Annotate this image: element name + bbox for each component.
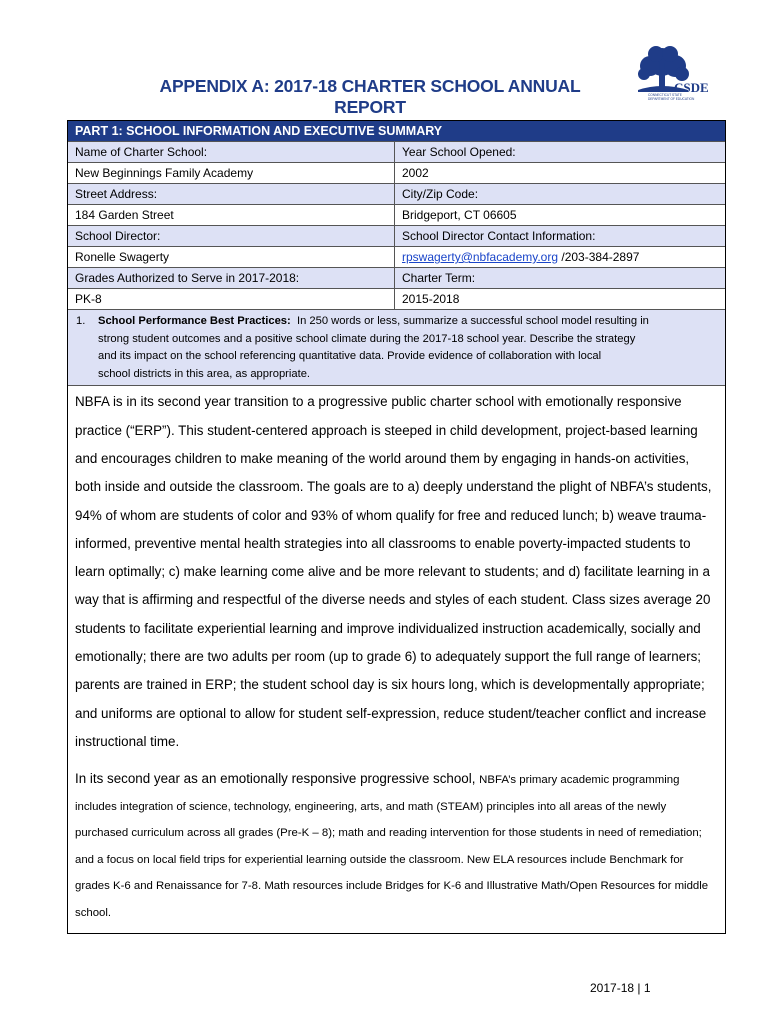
form-value-row bbox=[68, 288, 725, 309]
label-director-contact: School Director Contact Information: bbox=[402, 229, 596, 243]
document-title: APPENDIX A: 2017-18 CHARTER SCHOOL ANNUAL REPORT bbox=[159, 76, 581, 117]
page-footer: 2017-18 | 1 bbox=[590, 981, 651, 995]
value-street-address[interactable]: 184 Garden Street bbox=[68, 205, 395, 225]
form-label-row bbox=[68, 225, 725, 246]
value-school-director[interactable]: Ronelle Swagerty bbox=[68, 247, 395, 267]
label-year-opened: Year School Opened: bbox=[402, 145, 516, 159]
form-value-row bbox=[68, 162, 725, 183]
prompt-line3: and its impact on the school referencing quantitative data. Provide evidence of collaboration with local bbox=[98, 350, 602, 363]
answer-paragraph-1: NBFA is in its second year transition to a progressive public charter school with emotionally responsive practice (“ERP”). This student-centered approach is steeped in child development, project-based learning and encourages children to make meaning of the world around them by engaging in hands-on activities, both inside and outside the classroom. The goals are to a) deeply understand the plight of NBFA’s students, 94% of whom are students of color and 93% of whom qualify for free and reduced lunch; b) weave trauma-informed, preventive mental health strategies into all classrooms to enable poverty-impacted students to learn optimally; c) make learning come alive and be more relevant to students; and d) facilitate learning in a way that is affirming and respectful of the diverse needs and styles of each student. Class sizes average 20 students to facilitate experiential learning and improve individualized instruction academically, socially and emotionally; there are two adults per room (up to grade 6) to adequately support the full range of learners; parents are trained in ERP; the student school day is six hours long, which is developmentally appropriate; and uniforms are optional to allow for student self-expression, reduce student/teacher conflict and increase instructional time. bbox=[75, 394, 712, 749]
answer-paragraph-2-rest: NBFA’s primary academic programming includes integration of science, technology, engineering, arts, and math (STEAM) principles into all areas of the newly purchased curriculum across all grades (Pre-K – 8); math and reading intervention for those students in need of remediation; and a focus on local field trips for experiential learning outside the classroom. New ELA resources include Benchmark for grades K-6 and Renaissance for 7-8. Math resources include Bridges for K-6 and Illustrative Math/Open Resources for middle school. bbox=[75, 774, 709, 919]
form-value-row bbox=[68, 246, 725, 267]
value-director-contact[interactable] bbox=[395, 247, 725, 267]
label-charter-term: Charter Term: bbox=[402, 271, 476, 285]
part1-form bbox=[67, 120, 726, 934]
logo-subtitle-line2: DEPARTMENT OF EDUCATION bbox=[648, 96, 695, 101]
logo-subtitle-line1: CONNECTICUT STATE bbox=[648, 93, 682, 97]
value-charter-term[interactable]: 2015-2018 bbox=[402, 292, 460, 306]
answer-paragraph-2-lead: In its second year as an emotionally responsive progressive school, bbox=[75, 771, 480, 787]
director-phone: /203-384-2897 bbox=[558, 250, 640, 264]
part1-header: PART 1: SCHOOL INFORMATION AND EXECUTIVE SUMMARY bbox=[68, 121, 725, 141]
prompt-line4: school districts in this area, as appropriate. bbox=[98, 367, 311, 380]
best-practices-answer[interactable] bbox=[68, 385, 725, 933]
prompt-line1: In 250 words or less, summarize a successful school model resulting in bbox=[296, 315, 649, 327]
answer-paragraph-2 bbox=[75, 766, 717, 926]
value-grades-authorized[interactable]: PK-8 bbox=[68, 289, 395, 309]
form-label-row bbox=[68, 183, 725, 204]
value-school-name[interactable]: New Beginnings Family Academy bbox=[68, 163, 395, 183]
form-label-row bbox=[68, 267, 725, 288]
value-city-zip[interactable]: Bridgeport, CT 06605 bbox=[402, 208, 517, 222]
value-year-opened[interactable]: 2002 bbox=[402, 166, 429, 180]
prompt-line2: strong student outcomes and a positive school climate during the 2017-18 school year. Describe the strategy bbox=[98, 332, 636, 345]
label-city-zip: City/Zip Code: bbox=[402, 187, 479, 201]
label-school-name: Name of Charter School: bbox=[68, 142, 395, 162]
label-street-address: Street Address: bbox=[68, 184, 395, 204]
director-email-link[interactable]: rpswagerty@nbfacademy.org bbox=[402, 250, 559, 264]
label-grades-authorized: Grades Authorized to Serve in 2017-2018: bbox=[68, 268, 395, 288]
best-practices-prompt bbox=[68, 309, 725, 385]
prompt-number: 1. bbox=[76, 315, 86, 327]
logo-text: CSDE bbox=[674, 80, 709, 95]
label-school-director: School Director: bbox=[68, 226, 395, 246]
form-value-row bbox=[68, 204, 725, 225]
prompt-heading: School Performance Best Practices: bbox=[98, 315, 291, 327]
logo-subtitle bbox=[648, 94, 694, 101]
form-label-row bbox=[68, 141, 725, 162]
